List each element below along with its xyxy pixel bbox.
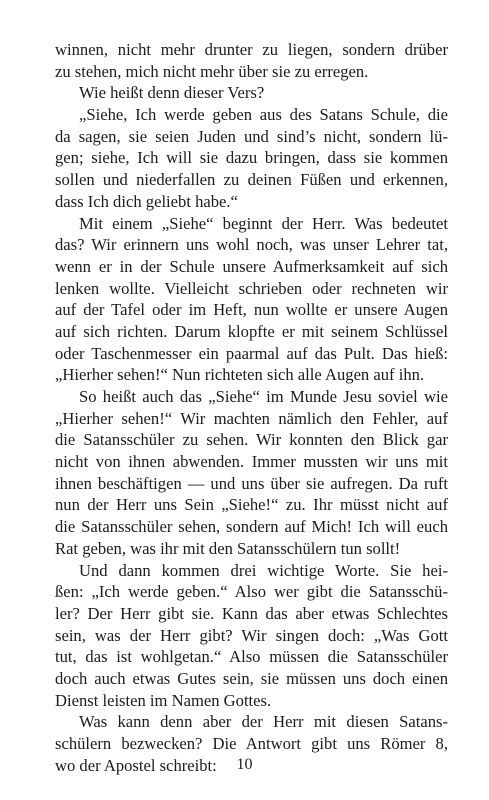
text-line: sollen und niederfallen zu deinen Füßen und erkennen, xyxy=(55,170,448,190)
paragraph xyxy=(55,386,448,560)
text-line: oder Taschenmesser ein paarmal auf das Pult. Das hieß: xyxy=(55,343,448,363)
text-line: auf der Tafel oder im Heft, nun wollte er unsere Augen xyxy=(55,300,448,320)
text-line: Dienst leisten im Namen Gottes. xyxy=(55,690,272,710)
text-line: die Satansschüler zu sehen. Wir konnten den Blick gar xyxy=(55,430,448,450)
text-line: „Siehe, Ich werde geben aus des Satans Schule, die xyxy=(79,105,448,125)
text-line: Und dann kommen drei wichtige Worte. Sie hei- xyxy=(79,560,448,580)
paragraph xyxy=(55,213,448,387)
text-line: auf sich richten. Darum klopfte er mit seinem Schlüssel xyxy=(55,321,448,341)
text-line: ler? Der Herr gibt sie. Kann das aber etwas Schlechtes xyxy=(55,603,448,623)
body-text xyxy=(55,39,448,776)
text-line: „Hierher sehen!“ Nun richteten sich alle Augen auf ihn. xyxy=(55,365,425,385)
text-line: Rat geben, was ihr mit den Satansschülern tun sollt! xyxy=(55,538,401,558)
page-number: 10 xyxy=(236,756,253,773)
paragraph xyxy=(55,560,448,712)
text-line: da sagen, sie seien Juden und sind’s nicht, sondern lü- xyxy=(55,126,448,146)
text-line: tut, das ist wohlgetan.“ Also müssen die Satansschüler xyxy=(55,647,448,667)
text-line: nicht von ihnen abwenden. Immer mussten wir uns mit xyxy=(55,452,448,472)
paragraph xyxy=(55,39,448,82)
text-line: Wie heißt denn dieser Vers? xyxy=(79,83,265,103)
text-line: Mit einem „Siehe“ beginnt der Herr. Was bedeutet xyxy=(79,213,448,233)
text-line: die Satansschüler sehen, sondern auf Mich! Ich will euch xyxy=(55,517,448,537)
text-line: das? Wir erinnern uns wohl noch, was unser Lehrer tat, xyxy=(55,235,448,255)
paragraph xyxy=(55,104,448,212)
text-line: So heißt auch das „Siehe“ im Munde Jesu soviel wie xyxy=(79,387,448,406)
text-line: nun der Herr uns Sein „Siehe!“ zu. Ihr müsst nicht auf xyxy=(55,495,448,515)
text-line: doch auch etwas Gutes sein, sie müssen uns doch einen xyxy=(55,668,448,688)
text-line: schülern bezwecken? Die Antwort gibt uns Römer 8, xyxy=(55,734,448,753)
text-line: ihnen beschäftigen — und uns über sie aufregen. Da ruft xyxy=(55,473,448,493)
text-line: winnen, nicht mehr drunter zu liegen, sondern drüber xyxy=(55,40,448,59)
text-line: „Hierher sehen!“ Wir machten nämlich den Fehler, auf xyxy=(55,408,448,428)
text-line: gen; siehe, Ich will sie dazu bringen, dass sie kommen xyxy=(55,148,448,168)
text-line: ßen: „Ich werde geben.“ Also wer gibt die Satansschü- xyxy=(55,582,448,602)
text-line: zu stehen, mich nicht mehr über sie zu erregen. xyxy=(55,61,369,81)
text-line: Was kann denn aber der Herr mit diesen Satans- xyxy=(79,712,448,732)
text-line: lenken wollte. Vielleicht schrieben oder rechneten wir xyxy=(55,278,448,298)
paragraph xyxy=(55,82,448,104)
text-line: dass Ich dich geliebt habe.“ xyxy=(55,191,238,211)
text-line: wo der Apostel schreibt: xyxy=(55,755,217,775)
text-line: wenn er in der Schule unsere Aufmerksamkeit auf sich xyxy=(55,256,448,276)
text-line: sein, was der Herr gibt? Wir singen doch: „Was Gott xyxy=(55,625,448,645)
